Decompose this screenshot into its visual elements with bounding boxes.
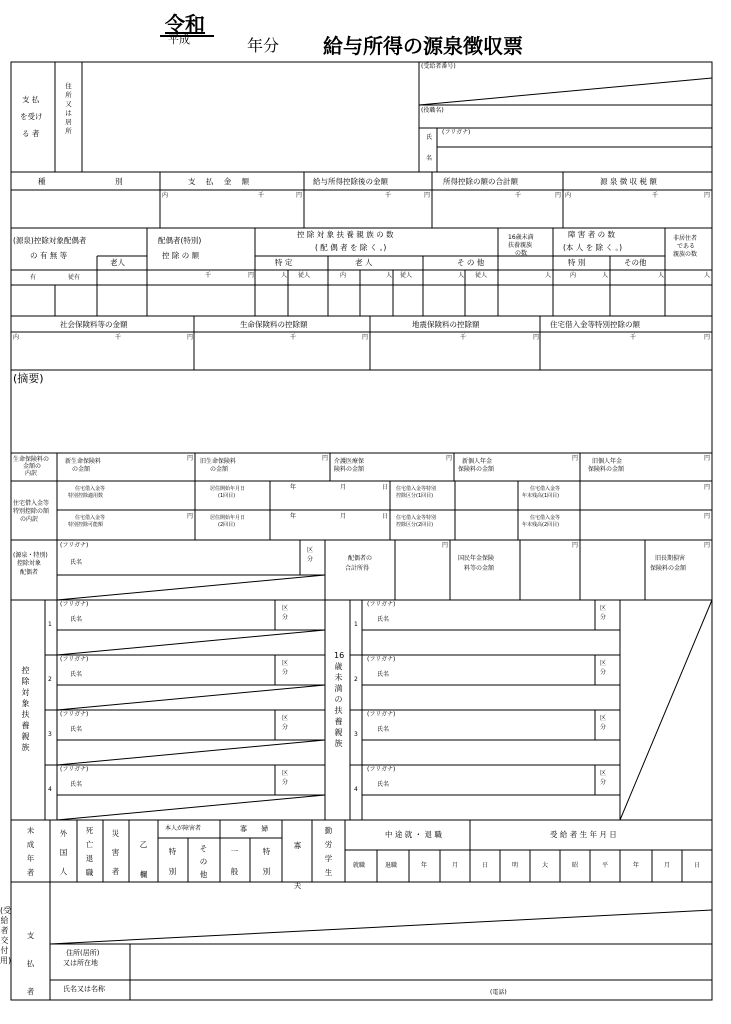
dep-left-kubun-b-2: 分 xyxy=(282,669,289,676)
life-care-b: 険料の金額 xyxy=(334,466,365,473)
count-person-2: 人 xyxy=(386,272,393,279)
spouse-detail-label-3: 配偶者 xyxy=(20,569,39,576)
spouse-detail-kubun-1: 区 xyxy=(307,547,314,554)
mid-month: 月 xyxy=(452,862,459,869)
dep-left-kubun-a-4: 区 xyxy=(282,770,289,777)
count-person-6: 人 xyxy=(658,272,665,279)
dep-right-kubun-a-4: 区 xyxy=(600,770,607,777)
address-label: 住所又は居所 xyxy=(65,82,72,135)
housing-r1-balance-a: 住宅借入金等 xyxy=(530,486,561,492)
unit-thousand-1: 千 xyxy=(258,192,265,199)
life-ins-label-3: 内訳 xyxy=(25,470,38,477)
housing-r1-year: 年 xyxy=(290,484,297,491)
amount-header-withholding: 源 泉 徴 収 税 額 xyxy=(600,177,657,186)
life-pension-new-b: 保険料の金額 xyxy=(458,466,495,473)
left-dependents-label: 控除対象扶養親族 xyxy=(21,666,30,752)
dep-left-kubun-b-4: 分 xyxy=(282,779,289,786)
dependents-count-h-b: ( 配 偶 者 を 除 く 。) xyxy=(315,243,387,252)
housing-r2-kubun-a: 住宅借入金等特別 xyxy=(396,515,437,521)
dep-left-num-2: 2 xyxy=(48,676,52,683)
dep-right-name-4: 氏名 xyxy=(377,781,390,788)
unit-yen-1: 円 xyxy=(296,192,303,199)
housing-r1-month: 月 xyxy=(340,484,347,491)
spouse-h1-b: の 有 無 等 xyxy=(30,251,68,260)
under16-h-a: 16歳未満 xyxy=(508,234,534,241)
dep-right-name-1: 氏名 xyxy=(377,616,390,623)
pension-a: 国民年金保険 xyxy=(458,555,495,562)
page-title: 給与所得の源泉徴収票 xyxy=(323,34,523,58)
dep-left-name-1: 氏名 xyxy=(70,616,83,623)
housing-r2-possible-yen: 円 xyxy=(187,513,194,520)
longterm-b: 保険料の金額 xyxy=(650,565,687,572)
birth-meiji: 明 xyxy=(512,862,519,869)
housing-r1-kubun-a: 住宅借入金等特別 xyxy=(396,486,437,492)
mid-day: 日 xyxy=(482,862,489,869)
housing-r1-balance-b: 年末残高(1回目) xyxy=(522,493,560,499)
count-person-7: 人 xyxy=(704,272,711,279)
dep-left-furigana-3: (フリガナ) xyxy=(60,711,89,718)
housing-r2-balance-b: 年末残高(2回目) xyxy=(522,522,560,528)
era-new: 令和 xyxy=(165,12,205,36)
mid-year-label: 中 途 就 ・ 退 職 xyxy=(385,830,442,839)
dep-right-name-2: 氏名 xyxy=(377,671,390,678)
name-col-1: 氏 xyxy=(426,134,433,141)
payee-label-3: る 者 xyxy=(22,129,40,138)
housing-r2-day: 日 xyxy=(382,513,389,520)
longterm-yen: 円 xyxy=(704,542,711,549)
life-pension-old-a: 旧個人年金 xyxy=(592,458,623,465)
dep-sub-specific: 特 定 xyxy=(275,258,293,267)
housing-r1-apply-a: 住宅借入金等 xyxy=(75,486,106,492)
dep-right-kubun-a-1: 区 xyxy=(600,605,607,612)
student-label: 勤 労 学 生 xyxy=(324,826,333,877)
furigana-label: (フリガナ) xyxy=(442,129,471,136)
count-person-5: 人 xyxy=(602,272,609,279)
ins-header-earthquake: 地震保険料の控除額 xyxy=(412,320,480,329)
payee-label-1: 支 払 xyxy=(22,95,40,104)
ins-yen-2: 円 xyxy=(362,334,369,341)
housing-r1-day: 日 xyxy=(382,484,389,491)
mid-join: 就職 xyxy=(353,862,366,869)
dep-right-num-4: 4 xyxy=(354,786,358,793)
widow-general-label: 一 般 xyxy=(230,847,239,876)
dep-left-kubun-a-2: 区 xyxy=(282,660,289,667)
spouse-row-yen: 円 xyxy=(248,272,255,279)
self-disabled-label: 本人が障害者 xyxy=(165,825,202,832)
position-label: (役職名) xyxy=(421,107,444,114)
dep-left-furigana-4: (フリガナ) xyxy=(60,766,89,773)
longterm-a: 旧長期損害 xyxy=(655,555,686,562)
spouse-detail-label-2: 控除対象 xyxy=(17,560,42,567)
ins-thousand-3: 千 xyxy=(460,334,467,341)
dep-right-kubun-a-3: 区 xyxy=(600,715,607,722)
life-old-a: 旧生命保険料 xyxy=(200,458,237,465)
ins-inner-1: 内 xyxy=(13,334,20,341)
nonresident-h-a: 非居住者 xyxy=(673,235,698,242)
disabled-special-label: 特 別 xyxy=(168,847,177,876)
payer-phone-label: (電話) xyxy=(490,989,507,996)
dep-left-name-2: 氏名 xyxy=(70,671,83,678)
unit-thousand-2: 千 xyxy=(385,192,392,199)
under16-h-c: の数 xyxy=(515,250,528,257)
widower-label: 寡 夫 xyxy=(293,841,302,890)
payer-side-label: (受給者交付用) xyxy=(0,906,12,965)
spouse-detail-name: 氏名 xyxy=(70,559,83,566)
housing-r2-year: 年 xyxy=(290,513,297,520)
spouse-detail-kubun-2: 分 xyxy=(307,556,314,563)
ins-thousand-2: 千 xyxy=(290,334,297,341)
ins-header-housing: 住宅借入金等特別控除の額 xyxy=(550,320,640,329)
dep-right-kubun-b-4: 分 xyxy=(600,779,607,786)
amount-header-total-deduction: 所得控除の額の合計額 xyxy=(443,177,518,186)
ins-yen-1: 円 xyxy=(187,334,194,341)
disabled-h-b: (本 人 を 除 く 。) xyxy=(563,243,623,252)
payer-label: 支 払 者 xyxy=(26,931,35,996)
dep-left-kubun-a-1: 区 xyxy=(282,605,289,612)
recipient-no-label: (受給者番号) xyxy=(421,63,456,70)
name-col-2: 名 xyxy=(426,155,433,162)
amount-header-type-1: 種 xyxy=(38,177,46,186)
otsu-label: 乙 欄 xyxy=(139,840,148,879)
life-pension-new-a: 新個人年金 xyxy=(462,458,493,465)
housing-r2-start-a: 居住開始年月日 xyxy=(210,515,246,521)
amount-header-payment: 支 払 金 額 xyxy=(188,177,254,186)
unit-yen-4: 円 xyxy=(704,192,711,199)
amount-header-after-deduction: 給与所得控除後の金額 xyxy=(313,177,388,186)
pension-b: 料等の金額 xyxy=(464,565,495,572)
ins-thousand-4: 千 xyxy=(630,334,637,341)
era-old: 平成 xyxy=(168,33,190,46)
birth-showa: 昭 xyxy=(572,862,579,869)
pension-yen: 円 xyxy=(572,542,579,549)
spouse-row-thousand: 千 xyxy=(205,272,212,279)
disabled-sub-other: その他 xyxy=(624,258,647,267)
count-person-3: 人 xyxy=(458,272,465,279)
dep-right-kubun-b-3: 分 xyxy=(600,724,607,731)
life-pension-old-b: 保険料の金額 xyxy=(588,466,625,473)
dep-left-name-4: 氏名 xyxy=(70,781,83,788)
housing-r2-yen: 円 xyxy=(704,513,711,520)
housing-r2-balance-a: 住宅借入金等 xyxy=(530,515,561,521)
birth-taisho: 大 xyxy=(542,862,549,869)
birth-day: 日 xyxy=(694,862,701,869)
dep-left-furigana-2: (フリガナ) xyxy=(60,656,89,663)
death-retire-label: 死 亡 退 職 xyxy=(85,826,94,877)
disabled-other-label: そ の 他 xyxy=(199,844,208,879)
spouse-h2-a: 配偶者(特別) xyxy=(158,236,202,245)
spouse-income-yen: 円 xyxy=(442,542,449,549)
housing-r2-month: 月 xyxy=(340,513,347,520)
disabled-h-a: 障 害 者 の 数 xyxy=(568,230,616,239)
right-dependents-label: 16歳未満の扶養親族 xyxy=(334,651,345,748)
year-suffix: 年分 xyxy=(247,36,280,55)
unit-inner-2: 内 xyxy=(565,192,572,199)
housing-r1-start-a: 居住開始年月日 xyxy=(210,486,246,492)
life-new-b: の金額 xyxy=(72,466,91,473)
life-old-yen: 円 xyxy=(322,455,329,462)
nonresident-h-c: 親族の数 xyxy=(673,251,698,258)
dep-left-kubun-a-3: 区 xyxy=(282,715,289,722)
count-inner-1: 内 xyxy=(340,272,347,279)
payer-address-b: 又は所在地 xyxy=(63,959,98,967)
disabled-sub-special: 特 別 xyxy=(568,258,586,267)
count-inner-2: 内 xyxy=(570,272,577,279)
unit-thousand-3: 千 xyxy=(515,192,522,199)
birth-label: 受 給 者 生 年 月 日 xyxy=(550,830,617,839)
nonresident-h-b: である xyxy=(677,243,696,250)
spouse-income-b: 合計所得 xyxy=(345,565,370,572)
widow-label: 寡 婦 xyxy=(240,825,275,833)
payer-name-label: 氏名又は名称 xyxy=(63,985,105,993)
unit-yen-3: 円 xyxy=(555,192,562,199)
housing-r1-apply-b: 特別控除適用数 xyxy=(68,493,104,499)
spouse-h1-a: (源泉)控除対象配偶者 xyxy=(13,236,87,245)
count-dep-3: 従人 xyxy=(475,272,488,279)
housing-label-1: 住宅借入金等 xyxy=(13,500,50,507)
housing-r2-start-b: (2回目) xyxy=(218,522,236,528)
spouse-detail-label-1: (源泉・特別) xyxy=(13,552,48,559)
dep-left-kubun-b-3: 分 xyxy=(282,724,289,731)
spouse-h2-b: 控 除 の 額 xyxy=(162,251,200,260)
spouse-income-a: 配偶者の xyxy=(348,555,373,562)
spouse-elder: 老人 xyxy=(110,258,125,267)
housing-label-2: 特別控除の額 xyxy=(13,508,50,515)
dep-sub-other: そ の 他 xyxy=(457,258,485,267)
widow-special-label: 特 別 xyxy=(262,847,271,876)
mid-year: 年 xyxy=(421,862,428,869)
birth-heisei: 平 xyxy=(602,862,609,869)
housing-r1-yen: 円 xyxy=(704,484,711,491)
housing-r2-possible-a: 住宅借入金等 xyxy=(75,515,106,521)
count-dep-1: 従人 xyxy=(298,272,311,279)
life-new-a: 新生命保険料 xyxy=(65,458,102,465)
life-pension-old-yen: 円 xyxy=(704,455,711,462)
dep-right-kubun-a-2: 区 xyxy=(600,660,607,667)
dep-left-num-3: 3 xyxy=(48,731,52,738)
count-person-1: 人 xyxy=(281,272,288,279)
life-care-yen: 円 xyxy=(446,455,453,462)
birth-month: 月 xyxy=(664,862,671,869)
life-care-a: 介護医療保 xyxy=(334,458,365,465)
disaster-label: 災 害 者 xyxy=(111,829,120,876)
unit-thousand-4: 千 xyxy=(652,192,659,199)
count-dep-2: 従人 xyxy=(400,272,413,279)
count-person-4: 人 xyxy=(545,272,552,279)
birth-year: 年 xyxy=(633,862,640,869)
dep-left-num-1: 1 xyxy=(48,621,52,628)
dep-right-kubun-b-1: 分 xyxy=(600,614,607,621)
housing-r2-possible-b: 特別控除可能額 xyxy=(68,522,104,528)
spouse-row-yes: 有 xyxy=(30,274,37,281)
foreigner-label: 外 国 人 xyxy=(59,829,68,876)
dep-right-furigana-1: (フリガナ) xyxy=(367,601,396,608)
payer-address-a: 住所(居所) xyxy=(66,949,100,957)
life-pension-new-yen: 円 xyxy=(572,455,579,462)
under16-h-b: 扶養親族 xyxy=(508,242,533,249)
dep-right-furigana-2: (フリガナ) xyxy=(367,656,396,663)
housing-r1-start-b: (1回目) xyxy=(218,493,236,499)
remarks-label: (摘要) xyxy=(13,372,44,385)
dep-sub-elder: 老 人 xyxy=(355,258,373,267)
ins-thousand-1: 千 xyxy=(115,334,122,341)
dependents-count-h-a: 控 除 対 象 扶 養 親 族 の 数 xyxy=(297,230,394,239)
housing-r1-kubun-b: 控除区分(1回目) xyxy=(396,493,434,499)
spouse-detail-furigana: (フリガナ) xyxy=(60,542,89,549)
dep-left-num-4: 4 xyxy=(48,786,52,793)
life-new-yen: 円 xyxy=(187,455,194,462)
amount-header-type-2: 別 xyxy=(115,177,123,186)
payee-label-2: を受け xyxy=(20,112,43,121)
dep-left-name-3: 氏名 xyxy=(70,726,83,733)
dep-right-num-3: 3 xyxy=(354,731,358,738)
dep-right-furigana-4: (フリガナ) xyxy=(367,766,396,773)
dep-right-num-2: 2 xyxy=(354,676,358,683)
housing-label-3: の内訳 xyxy=(20,516,39,523)
ins-yen-3: 円 xyxy=(533,334,540,341)
dep-right-kubun-b-2: 分 xyxy=(600,669,607,676)
ins-yen-4: 円 xyxy=(704,334,711,341)
dep-left-furigana-1: (フリガナ) xyxy=(60,601,89,608)
spouse-row-yes-dep: 従有 xyxy=(68,274,81,281)
mid-leave: 退職 xyxy=(385,862,398,869)
life-ins-label-2: 金額の xyxy=(23,463,42,470)
ins-header-social: 社会保険料等の金額 xyxy=(60,320,128,329)
housing-r2-kubun-b: 控除区分(2回目) xyxy=(396,522,434,528)
dep-right-furigana-3: (フリガナ) xyxy=(367,711,396,718)
unit-yen-2: 円 xyxy=(424,192,431,199)
minor-label: 未 成 年 者 xyxy=(26,826,35,877)
life-old-b: の金額 xyxy=(210,466,229,473)
dep-right-num-1: 1 xyxy=(354,621,358,628)
unit-inner-1: 内 xyxy=(162,192,169,199)
dep-right-name-3: 氏名 xyxy=(377,726,390,733)
life-ins-label-1: 生命保険料の xyxy=(13,456,50,463)
dep-left-kubun-b-1: 分 xyxy=(282,614,289,621)
ins-header-life: 生命保険料の控除額 xyxy=(240,320,308,329)
